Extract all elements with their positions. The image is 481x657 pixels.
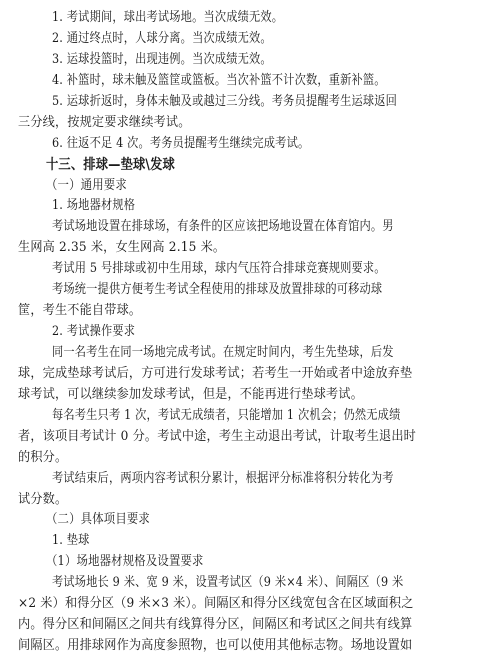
text-line [0,49,481,71]
text-line [0,112,481,134]
text-line [0,279,481,301]
line-text: 间隔区。用排球网作为高度参照物，也可以使用其他标志物。场地设置如 [18,638,413,653]
text-line [0,614,481,636]
text-line [0,468,481,490]
line-text: 6. 往返不足 4 次。考务员提醒考生继续完成考试。 [52,135,310,151]
line-text: 考试场地长 9 米、宽 9 米，设置考试区（9 米×4 米）、间隔区（9 米 [52,575,404,591]
text-line [0,363,481,385]
text-line [0,342,481,364]
line-text: 考试用 5 号排球或初中生用球，球内气压符合排球竞赛规则要求。 [52,261,386,277]
text-line [0,405,481,427]
subsection-heading [0,509,481,531]
line-text: 考试结束后，两项内容考试积分累计，根据评分标准将积分转化为考 [52,470,394,486]
line-text: 三分线，按规定要求继续考试。 [18,114,191,130]
text-line [0,28,481,50]
line-text: 1. 场地器材规格 [52,198,136,214]
line-text: 同一名考生在同一场地完成考试。在规定时间内，考生先垫球，后发 [52,344,394,360]
text-line [0,258,481,280]
line-text: （1）场地器材规格及设置要求 [46,554,204,570]
text-line [0,237,481,259]
text-line [0,384,481,406]
text-line [0,530,481,552]
text-line [0,91,481,113]
line-text: 试分数。 [18,491,68,507]
text-line [0,593,481,615]
line-text: 每名考生只考 1 次，考试无成绩者，只能增加 1 次机会；仍然无成绩 [52,407,401,423]
text-line [0,216,481,238]
text-line [0,7,481,29]
line-text: 球，完成垫球考试后，方可进行发球考试；若考生一开始或者中途放弃垫 [18,365,413,381]
line-text: 生网高 2.35 米，女生网高 2.15 米。 [18,240,226,256]
text-line [0,572,481,594]
subsection-heading [0,175,481,197]
text-line [0,447,481,469]
text-line [0,70,481,92]
text-line [0,300,481,322]
line-text: 的积分。 [18,449,68,465]
heading-text: （一）通用要求 [46,177,127,193]
heading-text: 十三、排球—垫球\发球 [46,156,175,173]
line-text: 考试场地设置在排球场，有条件的区应该把场地设置在体育馆内。男 [52,219,394,235]
line-text: 2. 考试操作要求 [52,324,136,339]
text-line [0,133,481,155]
text-line [0,635,481,657]
line-text: ×2 米）和得分区（9 米×3 米）。间隔区和得分区线宽包含在区域面积之 [18,596,414,612]
text-line [0,551,481,573]
line-text: 考场统一提供方便考生考试全程使用的排球及放置排球的可移动球 [52,282,383,298]
text-line [0,321,481,343]
text-line [0,195,481,217]
line-text: 1. 考试期间，球出考试场地。当次成绩无效。 [52,10,284,25]
line-text: 5. 运球折返时，身体未触及或越过三分线。考务员提醒考生运球返回 [52,93,398,109]
line-text: 者，该项目考试计 0 分。考试中途，考生主动退出考试，计取考生退出时 [18,428,416,444]
text-line [0,426,481,448]
line-text: 3. 运球投篮时，出现违例。当次成绩无效。 [52,51,272,67]
line-text: 4. 补篮时，球未触及篮筐或篮板。当次补篮不计次数，重新补篮。 [52,72,386,88]
section-heading [0,154,481,176]
line-text: 筐，考生不能自带球。 [18,303,142,319]
line-text: 1. 垫球 [52,533,90,549]
line-text: 2. 通过终点时，人球分离。当次成绩无效。 [52,30,272,46]
line-text: 内。得分区和间隔区之间共有线算得分区，间隔区和考试区之间共有线算 [18,617,413,633]
line-text: 球考试，可以继续参加发球考试，但是，不能再进行垫球考试。 [18,386,364,402]
heading-text: （二）具体项目要求 [46,512,150,528]
text-line [0,489,481,511]
